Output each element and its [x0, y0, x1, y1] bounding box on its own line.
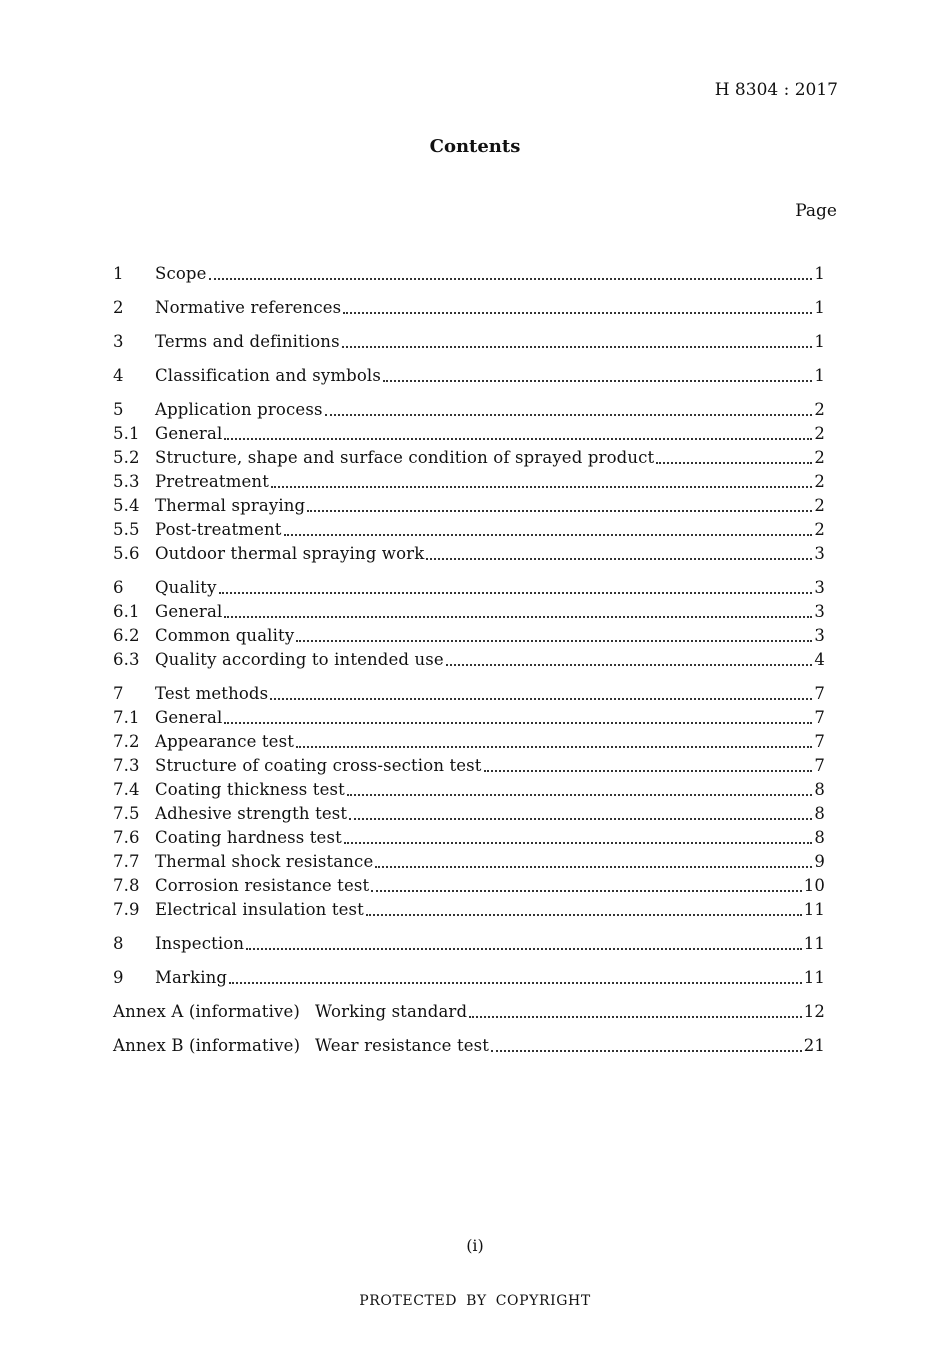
toc-entry-2[interactable]: [113, 296, 825, 320]
dot-leader: [224, 430, 812, 440]
toc-title: Application process: [155, 400, 323, 419]
toc-number: 9: [113, 968, 124, 987]
toc-title: Post-treatment: [155, 520, 282, 539]
toc-page: 2: [814, 496, 825, 515]
toc-number: 7: [113, 684, 124, 703]
dot-leader: [284, 526, 813, 536]
dot-leader: [426, 550, 812, 560]
toc-number: 8: [113, 934, 124, 953]
toc-title: Adhesive strength test: [155, 804, 348, 823]
document-number: H 8304 : 2017: [714, 80, 838, 100]
dot-leader: [469, 1008, 802, 1018]
dot-leader: [270, 690, 812, 700]
toc-page: 21: [803, 1036, 825, 1055]
toc-title: Scope: [155, 264, 207, 283]
toc-number: 5.2: [113, 448, 140, 467]
toc-title: Structure, shape and surface condition of sprayed product: [155, 448, 655, 467]
toc-title: Quality according to intended use: [155, 650, 444, 669]
toc-page: 7: [814, 708, 825, 727]
toc-entry-7-7[interactable]: [113, 850, 825, 874]
toc-entry-7[interactable]: [113, 682, 825, 706]
toc-entry-5-6[interactable]: [113, 542, 825, 566]
toc-number: 6.2: [113, 626, 140, 645]
toc-entry-7-9[interactable]: [113, 898, 825, 922]
annex-label: Annex A (informative): [113, 1002, 300, 1021]
page-number: (i): [466, 1236, 484, 1255]
toc-title: Quality: [155, 578, 217, 597]
toc-entry-5-5[interactable]: [113, 518, 825, 542]
toc-entry-5-2[interactable]: [113, 446, 825, 470]
toc-page: 1: [814, 264, 825, 283]
toc-entry-annex-b[interactable]: [113, 1034, 825, 1058]
contents-title: Contents: [429, 136, 521, 157]
toc-title: Coating thickness test: [155, 780, 345, 799]
toc-entry-7-6[interactable]: [113, 826, 825, 850]
toc-number: 3: [113, 332, 124, 351]
dot-leader: [224, 714, 812, 724]
dot-leader: [219, 584, 813, 594]
toc-entry-7-2[interactable]: [113, 730, 825, 754]
dot-leader: [271, 478, 812, 488]
toc-title: Normative references: [155, 298, 342, 317]
dot-leader: [307, 502, 812, 512]
toc-title: Electrical insulation test: [155, 900, 364, 919]
dot-leader: [325, 406, 813, 416]
toc-entry-9[interactable]: [113, 966, 825, 990]
dot-leader: [209, 270, 813, 280]
toc-title: Inspection: [155, 934, 245, 953]
toc-page: 11: [803, 934, 825, 953]
dot-leader: [383, 372, 812, 382]
table-of-contents: [113, 262, 825, 1058]
toc-number: 5.6: [113, 544, 140, 563]
toc-number: 7.9: [113, 900, 140, 919]
dot-leader: [656, 454, 812, 464]
dot-leader: [446, 656, 813, 666]
toc-number: 5.4: [113, 496, 140, 515]
toc-title: Common quality: [155, 626, 295, 645]
toc-title: Pretreatment: [155, 472, 269, 491]
toc-page: 4: [814, 650, 825, 669]
toc-title: Test methods: [155, 684, 269, 703]
toc-number: 4: [113, 366, 124, 385]
toc-number: 5.1: [113, 424, 140, 443]
toc-number: 6.3: [113, 650, 140, 669]
toc-number: 7.1: [113, 708, 140, 727]
dot-leader: [375, 858, 812, 868]
toc-number: 1: [113, 264, 124, 283]
page-column-heading: Page: [795, 201, 837, 221]
toc-page: 12: [803, 1002, 825, 1021]
toc-page: 8: [814, 804, 825, 823]
toc-title: General: [155, 708, 223, 727]
dot-leader: [366, 906, 802, 916]
toc-number: 2: [113, 298, 124, 317]
toc-entry-7-4[interactable]: [113, 778, 825, 802]
toc-page: 8: [814, 828, 825, 847]
toc-page: 2: [814, 520, 825, 539]
toc-title: Coating hardness test: [155, 828, 342, 847]
toc-title: Marking: [155, 968, 228, 987]
toc-page: 10: [803, 876, 825, 895]
toc-number: 7.2: [113, 732, 140, 751]
toc-title: Wear resistance test: [315, 1036, 490, 1055]
toc-entry-annex-a[interactable]: [113, 1000, 825, 1024]
toc-title: Terms and definitions: [155, 332, 340, 351]
dot-leader: [343, 304, 812, 314]
toc-entry-6[interactable]: [113, 576, 825, 600]
toc-page: 2: [814, 448, 825, 467]
toc-page: 7: [814, 756, 825, 775]
toc-entry-1[interactable]: [113, 262, 825, 286]
toc-page: 2: [814, 400, 825, 419]
toc-page: 11: [803, 968, 825, 987]
toc-entry-6-1[interactable]: [113, 600, 825, 624]
toc-page: 3: [814, 578, 825, 597]
toc-number: 7.8: [113, 876, 140, 895]
toc-page: 2: [814, 424, 825, 443]
toc-entry-5[interactable]: [113, 398, 825, 422]
toc-entry-3[interactable]: [113, 330, 825, 354]
toc-title: Thermal spraying: [155, 496, 306, 515]
toc-page: 11: [803, 900, 825, 919]
toc-entry-5-4[interactable]: [113, 494, 825, 518]
toc-entry-7-5[interactable]: [113, 802, 825, 826]
dot-leader: [224, 608, 812, 618]
toc-page: 8: [814, 780, 825, 799]
toc-page: 1: [814, 366, 825, 385]
dot-leader: [344, 834, 812, 844]
toc-title: Corrosion resistance test: [155, 876, 370, 895]
toc-entry-6-2[interactable]: [113, 624, 825, 648]
toc-entry-7-8[interactable]: [113, 874, 825, 898]
toc-page: 1: [814, 298, 825, 317]
toc-page: 7: [814, 684, 825, 703]
annex-label: Annex B (informative): [113, 1036, 301, 1055]
copyright-notice: PROTECTED BY COPYRIGHT: [359, 1293, 591, 1309]
toc-page: 3: [814, 602, 825, 621]
toc-number: 7.5: [113, 804, 140, 823]
dot-leader: [229, 974, 802, 984]
toc-page: 2: [814, 472, 825, 491]
toc-number: 5.5: [113, 520, 140, 539]
dot-leader: [491, 1042, 802, 1052]
dot-leader: [484, 762, 813, 772]
toc-entry-8[interactable]: [113, 932, 825, 956]
toc-title: Thermal shock resistance: [155, 852, 374, 871]
dot-leader: [347, 786, 812, 796]
toc-title: Classification and symbols: [155, 366, 381, 385]
toc-entry-4[interactable]: [113, 364, 825, 388]
toc-page: 7: [814, 732, 825, 751]
toc-number: 5.3: [113, 472, 140, 491]
toc-page: 1: [814, 332, 825, 351]
dot-leader: [246, 940, 802, 950]
toc-number: 5: [113, 400, 124, 419]
dot-leader: [342, 338, 813, 348]
dot-leader: [349, 810, 812, 820]
dot-leader: [371, 882, 801, 892]
toc-title: Outdoor thermal spraying work: [155, 544, 425, 563]
toc-number: 7.4: [113, 780, 140, 799]
toc-title: Structure of coating cross-section test: [155, 756, 482, 775]
toc-entry-5-3[interactable]: [113, 470, 825, 494]
toc-number: 6: [113, 578, 124, 597]
toc-number: 6.1: [113, 602, 140, 621]
toc-title: General: [155, 424, 223, 443]
toc-number: 7.3: [113, 756, 140, 775]
toc-title: Working standard: [315, 1002, 468, 1021]
toc-entry-7-1[interactable]: [113, 706, 825, 730]
toc-entry-6-3[interactable]: [113, 648, 825, 672]
toc-page: 3: [814, 544, 825, 563]
toc-number: 7.6: [113, 828, 140, 847]
toc-title: Appearance test: [155, 732, 294, 751]
toc-title: General: [155, 602, 223, 621]
toc-number: 7.7: [113, 852, 140, 871]
toc-page: 3: [814, 626, 825, 645]
toc-entry-7-3[interactable]: [113, 754, 825, 778]
dot-leader: [296, 738, 812, 748]
toc-page: 9: [814, 852, 825, 871]
toc-entry-5-1[interactable]: [113, 422, 825, 446]
dot-leader: [296, 632, 812, 642]
